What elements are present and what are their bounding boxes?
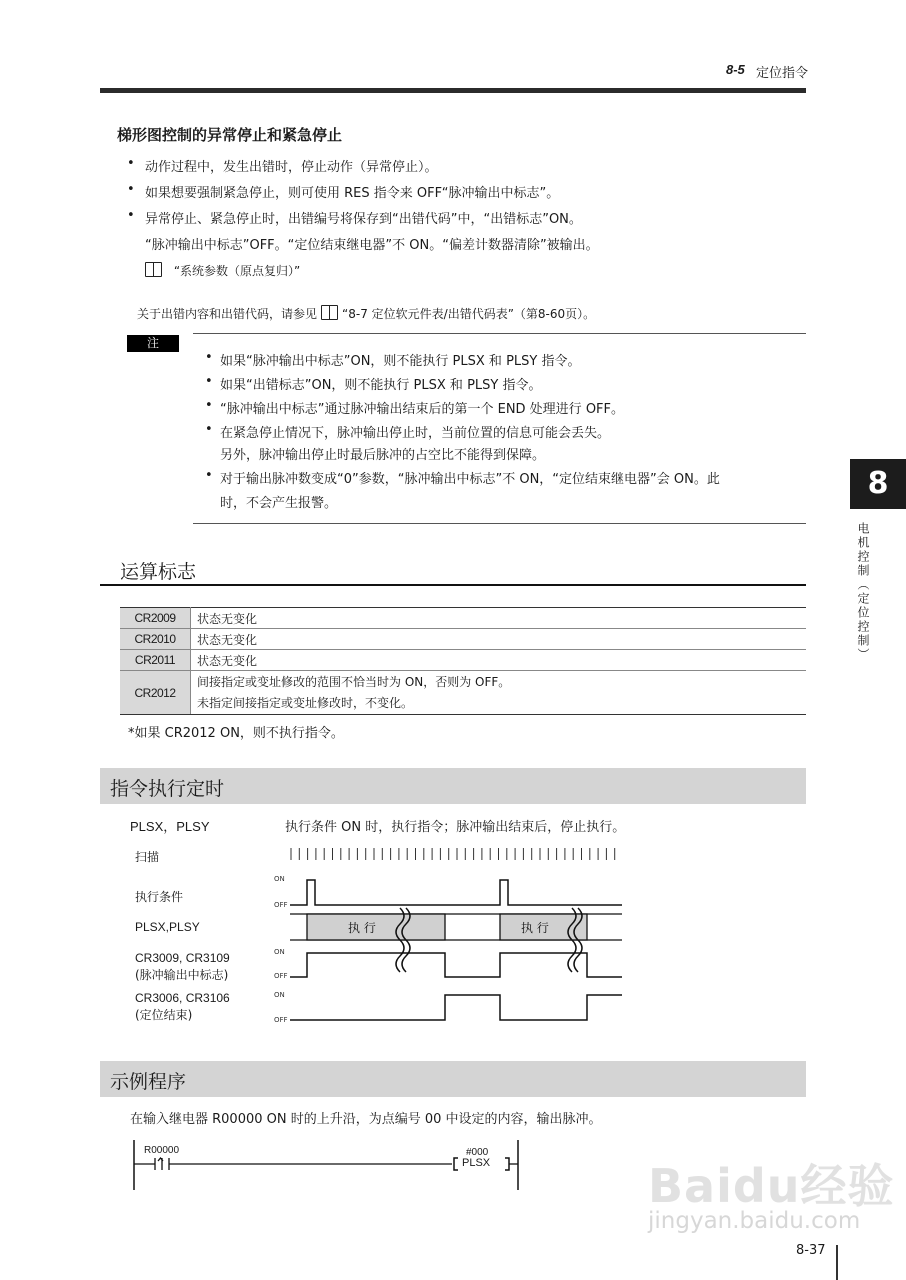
note-item-continuation: 另外，脉冲输出停止时最后脉冲的占空比不能得到保障。 bbox=[220, 448, 546, 463]
section-number: 8-5 bbox=[726, 62, 745, 77]
relay-address: R00000 bbox=[144, 1145, 180, 1156]
off-label: OFF bbox=[274, 1016, 288, 1024]
note-item: • 对于输出脉冲数变成“0”参数，“脉冲输出中标志”不 ON，“定位结束继电器”会 ON。此 bbox=[205, 468, 720, 487]
table-row: CR2009 状态无变化 bbox=[120, 608, 806, 629]
note-item-continuation: 时，不会产生报警。 bbox=[220, 496, 338, 511]
scan-label: 扫描 bbox=[135, 850, 160, 864]
on-label: ON bbox=[274, 948, 285, 956]
timing-heading: 指令执行定时 bbox=[110, 778, 225, 800]
example-heading: 示例程序 bbox=[110, 1071, 187, 1093]
exec-label: 执 行 bbox=[521, 921, 549, 935]
example-description: 在输入继电器 R00000 ON 时的上升沿，为点编号 00 中设定的内容，输出脉冲。 bbox=[130, 1112, 602, 1127]
watermark-logo: Baidu经验 bbox=[648, 1159, 895, 1213]
section-title: 定位指令 bbox=[756, 66, 809, 81]
reference-link[interactable]: “系统参数（原点复归）” bbox=[145, 262, 300, 279]
on-label: ON bbox=[274, 991, 285, 999]
condition-label: 执行条件 bbox=[135, 890, 184, 904]
table-row: CR2011 状态无变化 bbox=[120, 650, 806, 671]
error-reference: 关于出错内容和出错代码，请参见 “8-7 定位软元件表/出错代码表”（第8-60页）。 bbox=[137, 307, 596, 321]
note-badge: 注 bbox=[127, 335, 179, 352]
note-item: • 如果“出错标志”ON，则不能执行 PLSX 和 PLSY 指令。 bbox=[205, 374, 541, 393]
chapter-tab: 8 bbox=[850, 459, 906, 509]
condition-signal bbox=[290, 880, 622, 905]
flags-footnote: *如果 CR2012 ON，则不执行指令。 bbox=[128, 726, 344, 741]
scan-ticks bbox=[291, 848, 615, 860]
page-number: 8-37 bbox=[796, 1243, 826, 1258]
note-item: • 在紧急停止情况下，脉冲输出停止时，当前位置的信息可能会丢失。 bbox=[205, 422, 610, 441]
note-item: • “脉冲输出中标志”通过脉冲输出结束后的第一个 END 处理进行 OFF。 bbox=[205, 398, 624, 417]
position-done-sublabel: (定位结束) bbox=[135, 1008, 193, 1022]
rising-edge-contact bbox=[155, 1158, 169, 1170]
instruction-name: PLSX bbox=[462, 1157, 491, 1169]
note-item: • 如果“脉冲输出中标志”ON，则不能执行 PLSX 和 PLSY 指令。 bbox=[205, 350, 580, 369]
flags-heading: 运算标志 bbox=[120, 561, 197, 583]
pulse-flag-label: CR3009, CR3109 bbox=[135, 951, 230, 965]
example-heading-band bbox=[100, 1061, 806, 1097]
exec-box bbox=[307, 914, 445, 940]
position-done-label: CR3006, CR3106 bbox=[135, 991, 230, 1005]
exec-label: 执 行 bbox=[348, 921, 376, 935]
point-number: #000 bbox=[466, 1147, 489, 1158]
on-label: ON bbox=[274, 875, 285, 883]
position-done-signal bbox=[290, 995, 622, 1020]
timing-description: 执行条件 ON 时，执行指令；脉冲输出结束后，停止执行。 bbox=[285, 820, 626, 835]
table-row: CR2012 间接指定或变址修改的范围不恰当时为 ON，否则为 OFF。 未指定间接指定或变址修改时，不变化。 bbox=[120, 671, 806, 715]
list-item: • 动作过程中，发生出错时，停止动作（异常停止）。 bbox=[127, 156, 438, 175]
list-item: • 如果想要强制紧急停止，则可使用 RES 指令来 OFF“脉冲输出中标志”。 bbox=[127, 182, 559, 201]
off-label: OFF bbox=[274, 972, 288, 980]
chapter-side-title: 电机控制（定位控制） bbox=[856, 522, 870, 662]
page-number-rule bbox=[836, 1245, 838, 1280]
list-item-continuation: “脉冲输出中标志”OFF。“定位结束继电器”不 ON。“偏差计数器清除”被输出。 bbox=[145, 238, 599, 253]
off-label: OFF bbox=[274, 901, 288, 909]
pulse-flag-sublabel: (脉冲输出中标志) bbox=[135, 968, 229, 982]
instruction-label: PLSX,PLSY bbox=[135, 920, 200, 934]
watermark-url: jingyan.baidu.com bbox=[648, 1208, 861, 1234]
list-item: • 异常停止、紧急停止时，出错编号将保存到“出错代码”中，“出错标志”ON。 bbox=[127, 208, 582, 227]
subsection-heading: 梯形图控制的异常停止和紧急停止 bbox=[117, 126, 343, 144]
timing-command: PLSX，PLSY bbox=[130, 819, 210, 834]
table-row: CR2010 状态无变化 bbox=[120, 629, 806, 650]
